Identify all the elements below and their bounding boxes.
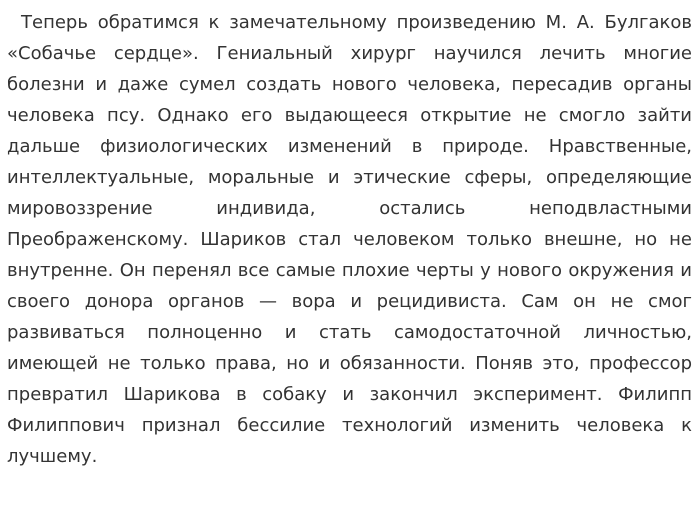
essay-paragraph: Теперь обратимся к замечательному произведению М. А. Булгаков «Собачье сердце». Гениальный хирург научился лечить многие болезни и даже сумел создать нового человека, пересадив органы человека псу. Однако его выдающееся открытие не смогло зайти дальше физиологических изменений в природе. Нравственные, интеллектуальные, моральные и этические сферы, определяющие мировоззрение индивида, остались неподвластными Преображенскому. Шариков стал человеком только внешне, но не внутренне. Он перенял все самые плохие черты у нового окружения и своего донора органов — вора и рецидивиста. Сам он не смог развиваться полноценно и стать самодостаточной личностью, имеющей не только права, но и обязанности. Поняв это, профессор превратил Шарикова в собаку и закончил эксперимент. Филипп Филиппович признал бессилие технологий изменить человека к лучшему. bbox=[7, 12, 692, 467]
